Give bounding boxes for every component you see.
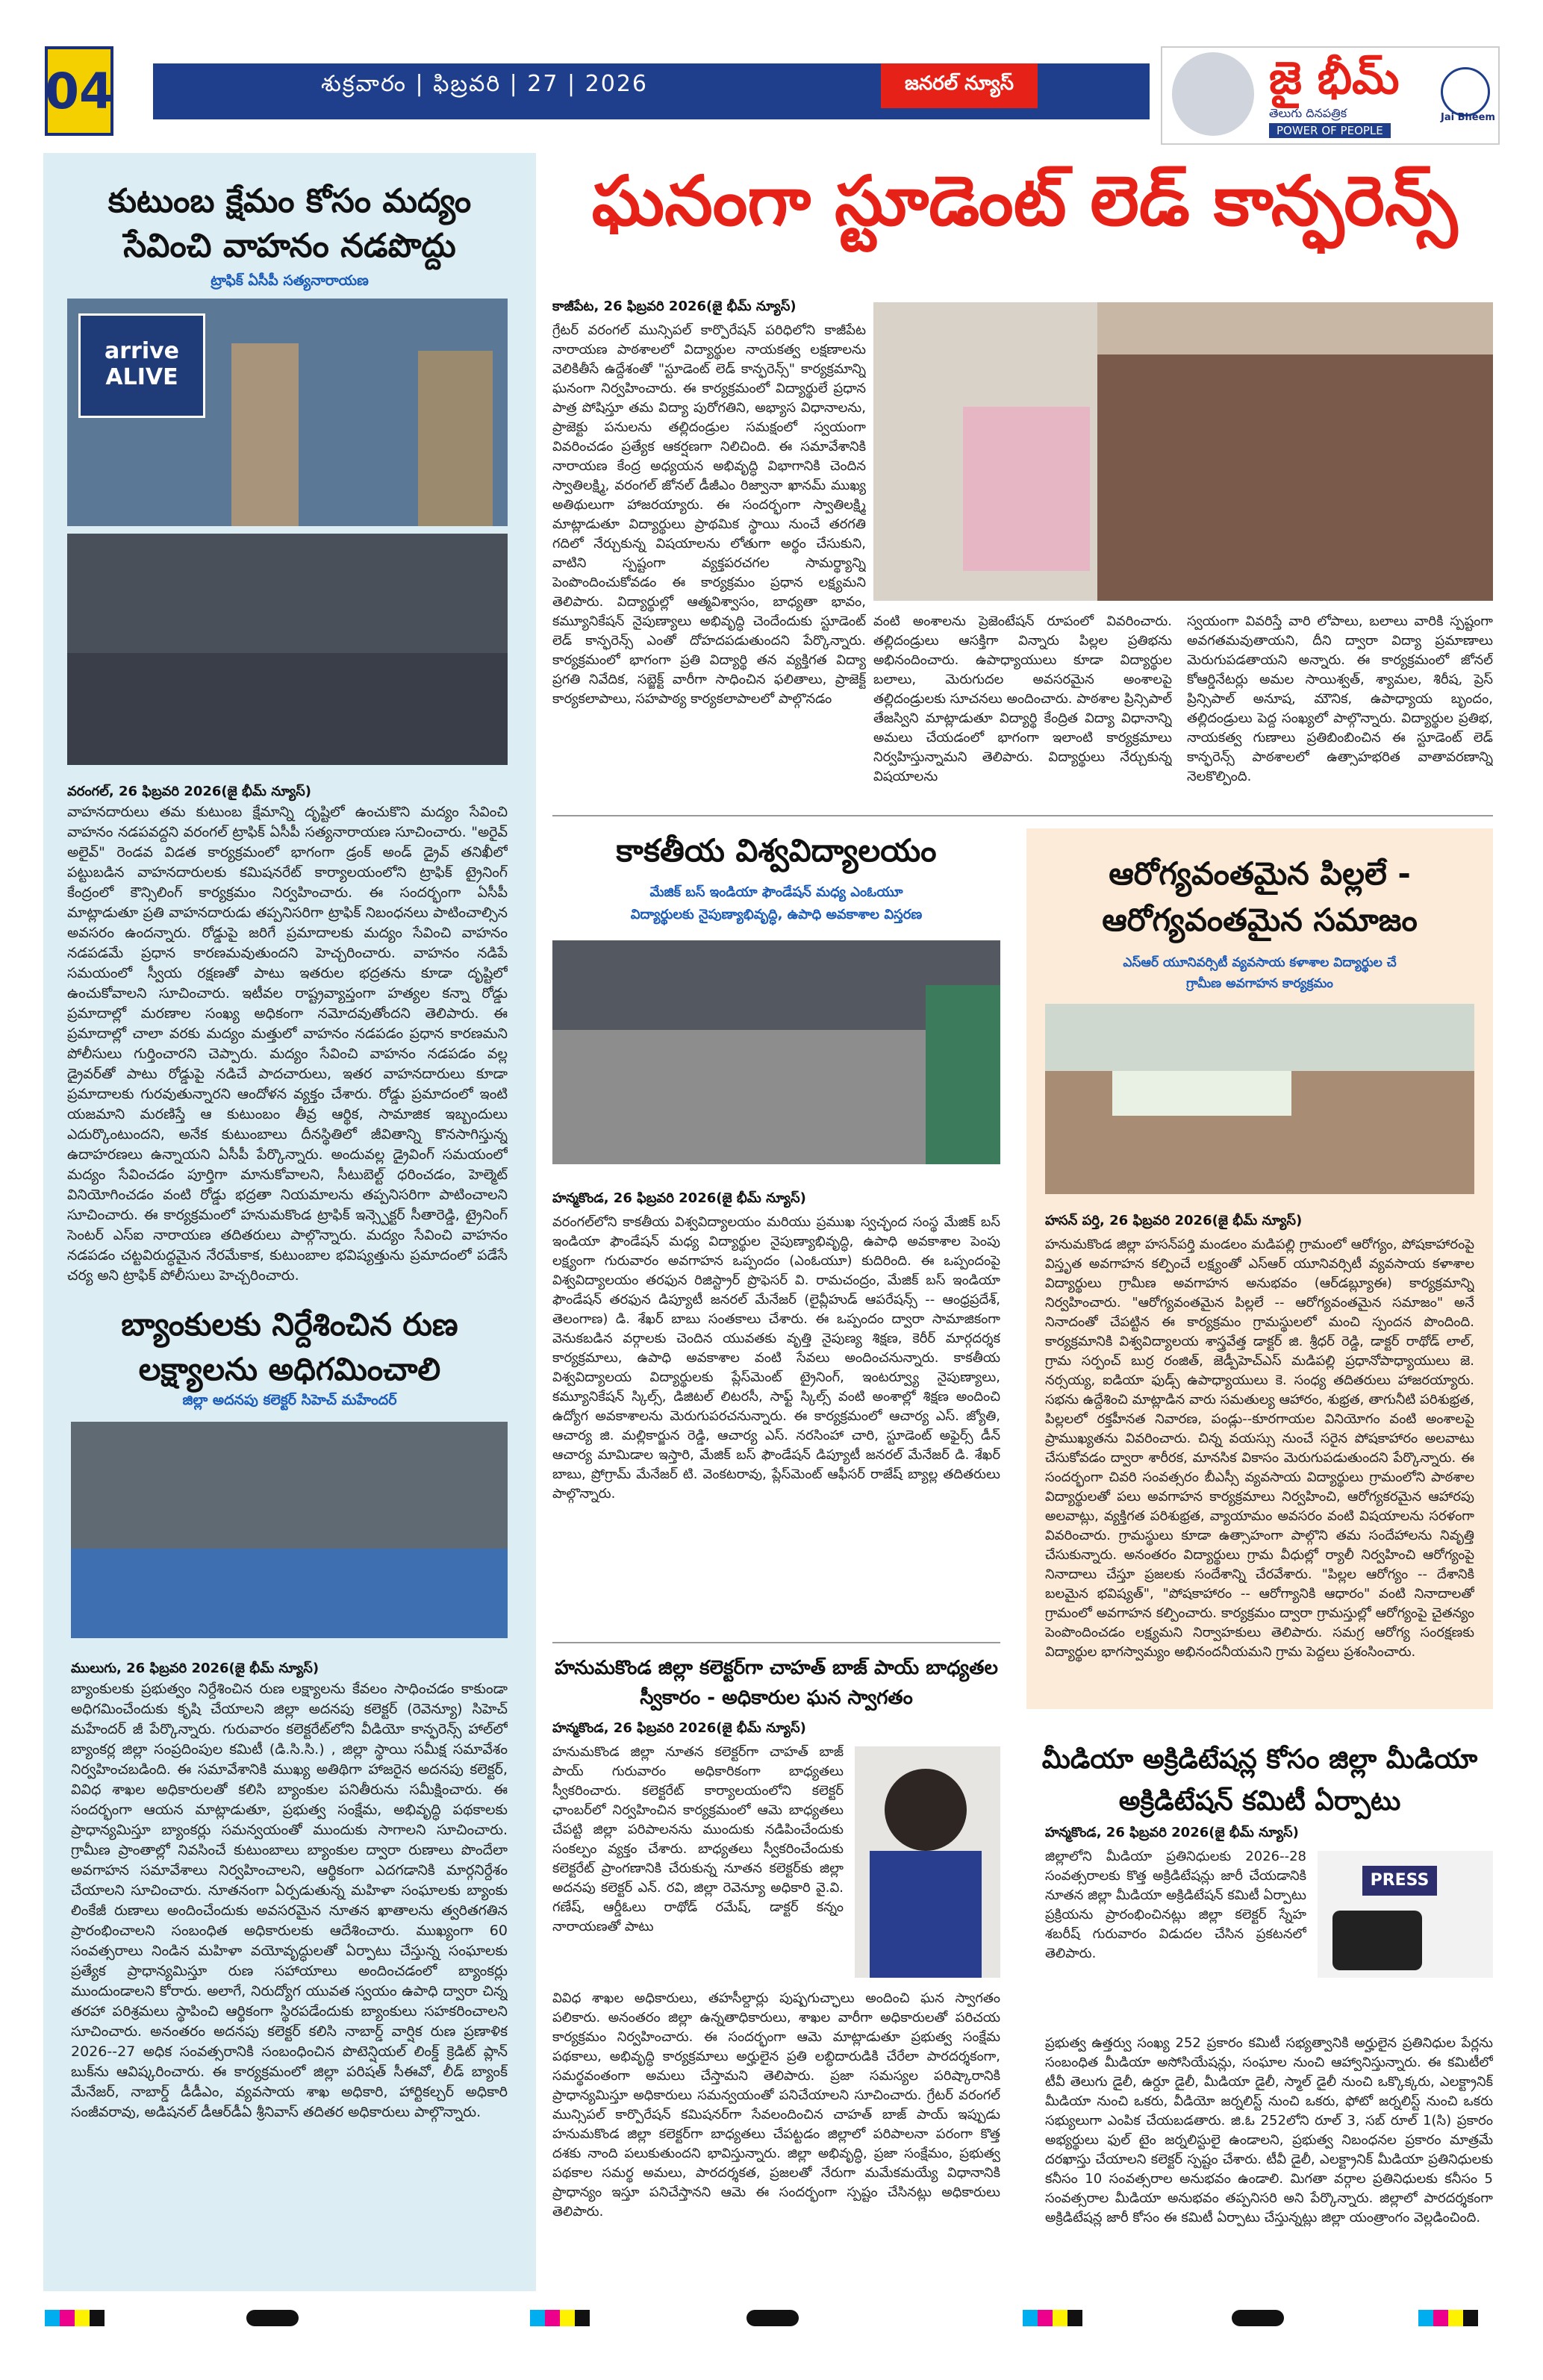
right-headline-2: మీడియా అక్రిడిటేషన్ల కోసం జిల్లా మీడియా అక్రిడిటేషన్ కమిటీ ఏర్పాటు <box>1041 1744 1478 1817</box>
collector-photo <box>855 1746 1000 1978</box>
right-byline-1a: ఎస్ఆర్ యూనివర్సిటీ వ్యవసాయ కళాశాల విద్యార్థుల చే <box>1123 955 1397 970</box>
main-body-col3: స్వయంగా వివరిస్తే వారి లోపాలు, బలాలు వారికి స్పష్టంగా అవగతమవుతాయని, దీని ద్వారా విద్యా ప్రమాణాలు మెరుగుపడతాయని అన్నారు. ఈ కార్యక్రమంలో జోనల్ కోఆర్డినేటర్లు అమల సాయిశ్వత్, శ్యామల, శిరీష, ప్రెస్ ప్రిన్సిపాల్ అనూష, మౌనిక, ఉపాధ్యాయ బృందం, తల్లిదండ్రులు పెద్ద సంఖ్యలో పాల్గొన్నారు. విద్యార్థుల ప్రతిభ, నాయకత్వ గుణాలు ప్రతిబింబించిన ఈ స్టూడెంట్ లెడ్ కాన్ఫరెన్స్ పాఠశాలలో ఉత్సాహభరిత వాతావరణాన్ని నెలకొల్పింది. <box>1187 613 1493 784</box>
officer-figure <box>418 351 493 526</box>
middle-headline-2: హనుమకొండ జిల్లా కలెక్టర్‌గా చాహత్ బాజ్ పాయ్ బాధ్యతల స్వీకారం - అధికారుల ఘన స్వాగతం <box>555 1657 998 1709</box>
right-dateline-1: హసన్ పర్తి, 26 ఫిబ్రవరి 2026(జై భీమ్ న్యూస్) <box>1045 1213 1303 1228</box>
middle-body-1: వరంగల్‌లోని కాకతీయ విశ్వవిద్యాలయం మరియు ప్రముఖ స్వచ్ఛంద సంస్థ మేజిక్ బస్ ఇండియా ఫౌండేషన్ మధ్య విద్యార్థుల నైపుణ్యాభివృద్ధి, ఉపాధి అవకాశాల పెంపు లక్ష్యంగా గురువారం అవగాహన ఒప్పందం (ఎంఓయూ) కుదిరింది. ఈ ఒప్పందంపై విశ్వవిద్యాలయం తరఫున రిజిస్ట్రార్ ప్రొఫెసర్ వి. రామచంద్రం, మేజిక్ బస్ ఇండియా ఫౌండేషన్ తరఫున డిప్యూటీ జనరల్ మేనేజర్ (లైవ్లీహుడ్ ఆపరేషన్స్ -- ఆంధ్రప్రదేశ్, తెలంగాణ) డి. శేఖర్ బాబు సంతకాలు చేశారు. ఈ ఒప్పందం ద్వారా సామాజికంగా వెనుకబడిన వర్గాలకు చెందిన యువతకు వృత్తి నైపుణ్య శిక్షణ, కెరీర్ మార్గదర్శక కార్యక్రమాలు, ఉపాధి అవకాశాల వంటి సేవలు అందించనున్నారు. కాకతీయ విశ్వవిద్యాలయ విద్యార్థులకు ప్లేస్‌మెంట్ ట్రైనింగ్, ఇంటర్వ్యూ నైపుణ్యాలు, కమ్యూనికేషన్ స్కిల్స్, డిజిటల్ లిటరసీ, సాఫ్ట్ స్కిల్స్ వంటి అంశాల్లో శిక్షణ అందించి ఉద్యోగ అవకాశాలను మెరుగుపరచనున్నారు. ఈ కార్యక్రమంలో ఆచార్య ఎస్. జ్యోతి, ఆచార్య జి. మల్లికార్జున రెడ్డి, ఆచార్య ఎస్. నరసింహా చారి, స్టూడెంట్ అఫైర్స్ డీన్ ఆచార్య మామిడాల ఇస్తారి, మేజిక్ బస్ ఫౌండేషన్ డిప్యూటీ జనరల్ మేనేజర్ డి. శేఖర్ బాబు, ప్రోగ్రామ్ మేనేజర్ టి. వెంకటరావు, ప్లేస్‌మెంట్ ఆఫీసర్ రాజేష్ బ్యాల్ల తదితరులు పాల్గొన్నారు. <box>552 1214 1000 1502</box>
right-dateline-2: హన్మకొండ, 26 ఫిబ్రవరి 2026(జై భీమ్ న్యూస్) <box>1045 1825 1299 1840</box>
bank-meeting-photo <box>71 1422 508 1638</box>
rally-photo <box>1045 1004 1474 1194</box>
traffic-awareness-photo <box>67 299 508 526</box>
emblem-icon <box>1441 67 1490 116</box>
right-body-2-top: జిల్లాలోని మీడియా ప్రతినిధులకు 2026--28 సంవత్సరాలకు కొత్త అక్రిడిటేషన్లు జారీ చేయడానికి నూతన జిల్లా మీడియా అక్రిడిటేషన్ కమిటీ ఏర్పాటు ప్రక్రియను ప్రారంభించినట్లు జిల్లా కలెక్టర్ స్నేహ శబరీష్ గురువారం విడుదల చేసిన ప్రకటనలో తెలిపారు. <box>1045 1849 1306 1961</box>
officer-figure <box>231 343 299 526</box>
main-headline: ఘనంగా స్టూడెంట్ లెడ్ కాన్ఫరెన్స్ <box>591 161 1458 241</box>
left-dateline-1: వరంగల్, 26 ఫిబ్రవరి 2026(జై భీమ్ న్యూస్) <box>67 784 312 799</box>
middle-byline-1b: విద్యార్థులకు నైపుణ్యాభివృద్ధి, ఉపాధి అవకాశాల విస్తరణ <box>630 907 923 922</box>
audience-photo <box>67 534 508 765</box>
brand-power: POWER OF PEOPLE <box>1269 123 1391 138</box>
photo-banner: arrive ALIVE <box>78 313 205 418</box>
press-camera-photo <box>1318 1851 1493 1978</box>
section-label: జనరల్ న్యూస్ <box>881 63 1038 108</box>
middle-body-2: వివిధ శాఖల అధికారులు, తహసీల్దార్లు పుష్పగుచ్ఛాలు అందించి ఘన స్వాగతం పలికారు. అనంతరం జిల్లా ఉన్నతాధికారులు, శాఖల వారీగా అధికారులతో పరిచయ కార్యక్రమం నిర్వహించారు. ఈ సందర్భంగా ఆమె మాట్లాడుతూ ప్రభుత్వ సంక్షేమ పథకాలు, అభివృద్ధి కార్యక్రమాలు అర్హులైన ప్రతి లబ్ధిదారుడికి చేరేలా పారదర్శకంగా, సమర్థవంతంగా అమలు చేస్తామని తెలిపారు. ప్రజా సమస్యల పరిష్కారానికి ప్రాధాన్యమిస్తూ అధికారులు సమన్వయంతో పనిచేయాలని సూచించారు. గ్రేటర్ వరంగల్ మున్సిపల్ కార్పొరేషన్ కమిషనర్‌గా సేవలందించిన చాహత్ బాజ్ పాయ్ ఇప్పుడు హనుమకొండ జిల్లా కలెక్టర్‌గా బాధ్యతలు చేపట్టడం జిల్లాలో పరిపాలనా పరంగా కొత్త దశకు నాంది పలుకుతుందని భావిస్తున్నారు. జిల్లా అభివృద్ధి, ప్రజా సంక్షేమం, ప్రభుత్వ పథకాల సమర్థ అమలు, పారదర్శకత, ప్రజలతో నేరుగా మమేకమయ్యే విధానానికి ప్రాధాన్యం ఇస్తూ పనిచేస్తానని ఆమె ఈ సందర్భంగా స్పష్టం చేసినట్లు అధికారులు తెలిపారు. <box>552 1990 1000 2220</box>
portrait-photo <box>1172 52 1254 136</box>
student-conference-photo <box>873 302 1493 601</box>
left-byline-2: జిల్లా అదనపు కలెక్టర్ సిహెచ్ మహేందర్ <box>182 1392 397 1408</box>
middle-byline-1a: మేజిక్ బస్ ఇండియా ఫౌండేషన్ మధ్య ఎంఓయూ <box>649 884 903 900</box>
middle-body-2-top: హనుమకొండ జిల్లా నూతన కలెక్టర్‌గా చాహత్ బాజ్ పాయ్ గురువారం అధికారికంగా బాధ్యతలు స్వీకరించారు. కలెక్టరేట్ కార్యాలయంలోని కలెక్టర్ ఛాంబర్‌లో నిర్వహించిన కార్యక్రమంలో ఆమె బాధ్యతలు చేపట్టి జిల్లా పరిపాలనను ముందుకు నడిపించేందుకు సంకల్పం వ్యక్తం చేశారు. బాధ్యతలు స్వీకరించేందుకు కలెక్టరేట్ ప్రాంగణానికి చేరుకున్న నూతన కలెక్టర్‌కు జిల్లా అదనపు కలెక్టర్ ఎన్. రవి, జిల్లా రెవెన్యూ అధికారి వై.వి. గణేష్, ఆర్డీఓలు రాథోడ్ రమేష్, డాక్టర్ కన్నం నారాయణతో పాటు <box>552 1744 844 1934</box>
print-registration-strip <box>0 2310 1543 2336</box>
press-badge: PRESS <box>1362 1866 1437 1896</box>
left-byline-1: ట్రాఫిక్ ఏసీపీ సత్యనారాయణ <box>211 272 369 289</box>
middle-dateline-1: హన్మకొండ, 26 ఫిబ్రవరి 2026(జై భీమ్ న్యూస్) <box>552 1190 806 1206</box>
right-headline-1: ఆరోగ్యవంతమైన పిల్లలే - ఆరోగ్యవంతమైన సమాజం <box>1102 855 1418 938</box>
header-date: శుక్రవారం | ఫిబ్రవరి | 27 | 2026 <box>321 71 648 97</box>
main-dateline: కాజీపేట, 26 ఫిబ్రవరి 2026(జై భీమ్ న్యూస్) <box>552 299 797 314</box>
left-dateline-2: ములుగు, 26 ఫిబ్రవరి 2026(జై భీమ్ న్యూస్) <box>71 1661 319 1676</box>
divider <box>552 815 1493 816</box>
right-body-1: హనుమకొండ జిల్లా హసన్‌పర్తి మండలం మడిపల్లి గ్రామంలో ఆరోగ్యం, పోషకాహారంపై విస్తృత అవగాహన కల్పించే లక్ష్యంతో ఎస్ఆర్ యూనివర్సిటీ వ్యవసాయ కళాశాల విద్యార్థులు గ్రామీణ అవగాహన అనుభవం (ఆర్‌డబ్ల్యూఈ) కార్యక్రమాన్ని నిర్వహించారు. "ఆరోగ్యవంతమైన పిల్లలే -- ఆరోగ్యవంతమైన సమాజం" అనే నినాదంతో చేపట్టిన ఈ కార్యక్రమం గ్రామస్థులలో మంచి స్పందన పొందింది. కార్యక్రమానికి విశ్వవిద్యాలయ శాస్త్రవేత్త డాక్టర్ జి. శ్రీధర్ రెడ్డి, డాక్టర్ రాథోడ్ లాల్, గ్రామ సర్పంచ్ బుర్ర రంజిత్, జెడ్పీహెచ్ఎస్ మడిపల్లి ప్రధానోపాధ్యాయులు జె. నర్సయ్య, ఐడియా ఫుడ్స్ ఉపాధ్యాయులు కె. సంధ్య తదితరులు హాజరయ్యారు. సభను ఉద్దేశించి మాట్లాడిన వారు సమతుల్య ఆహారం, శుభ్రత, తాగునీటి పరిశుభ్రత, పిల్లలలో రక్తహీనత నివారణ, పండ్లు--కూరగాయల వినియోగం వంటి అంశాలపై ప్రాముఖ్యతను వివరించారు. చిన్న వయస్సు నుంచే సరైన పోషకాహారం అలవాటు చేసుకోవడం ద్వారా శారీరక, మానసిక వికాసం మెరుగుపడుతుందని పేర్కొన్నారు. ఈ సందర్భంగా చివరి సంవత్సరం బీఎస్సీ వ్యవసాయ విద్యార్థులు గ్రామంలోని పాఠశాల విద్యార్థులతో పలు అవగాహన కార్యక్రమాలు నిర్వహించి, ఆరోగ్యకరమైన ఆహారపు అలవాట్లు, వ్యక్తిగత పరిశుభ్రత, వ్యాయామం అవసరం వంటి విషయాలను సరళంగా వివరించారు. గ్రామస్థులు కూడా ఉత్సాహంగా పాల్గొని తమ సందేహాలను నివృత్తి చేసుకున్నారు. అనంతరం విద్యార్థులు గ్రామ వీధుల్లో ర్యాలీ నిర్వహించి ఆరోగ్యంపై నినాదాలు చేస్తూ ప్రజలకు సందేశాన్ని చేరవేశారు. "పిల్లల ఆరోగ్యం -- దేశానికి బలమైన భవిష్యత్", "పోషకాహారం -- ఆరోగ్యానికి ఆధారం" వంటి నినాదాలతో గ్రామంలో అవగాహన కల్పించారు. కార్యక్రమం ద్వారా గ్రామస్తుల్లో ఆరోగ్యంపై చైతన్యం పెంపొందించడం లక్ష్యమని నిర్వాహకులు తెలిపారు. సమగ్ర ఆరోగ్య సంరక్షణకు విద్యార్థుల భాగస్వామ్యం అభినందనీయమని గ్రామ పెద్దలు ప్రశంసించారు. <box>1045 1237 1474 1660</box>
camera-icon <box>1332 1911 1422 1970</box>
right-body-2: ప్రభుత్వ ఉత్తర్వు సంఖ్య 252 ప్రకారం కమిటీ సభ్యత్వానికి అర్హులైన ప్రతినిధుల పేర్లను సంబంధిత మీడియా అసోసియేషన్లు, సంఘాల నుంచి ఆహ్వానిస్తున్నారు. ఈ కమిటీలో టీవీ తెలుగు డైలీ, ఉర్దూ డైలీ, మీడియా డైలీ, స్మాల్ డైలీ నుంచి ఒక్కొక్కరు, ఎలక్ట్రానిక్ మీడియా నుంచి ఒకరు, వీడియో జర్నలిస్ట్ నుంచి ఒకరు, ఫోటో జర్నలిస్ట్ నుంచి ఒకరు సభ్యులుగా ఎంపిక చేయబడతారు. జి.ఓ 252లోని రూల్ 3, సబ్ రూల్ 1(సి) ప్రకారం అభ్యర్థులు ఫుల్ టైం జర్నలిస్టులై ఉండాలని, ప్రభుత్వ నిబంధనల ప్రకారం మాత్రమే దరఖాస్తు చేయాలని కలెక్టర్ స్పష్టం చేశారు. టీవీ డైలీ, ఎలక్ట్రానిక్ మీడియా ప్రతినిధులకు కనీసం 10 సంవత్సరాల అనుభవం ఉండాలి. మిగతా వర్గాల ప్రతినిధులకు కనీసం 5 సంవత్సరాల మీడియా అనుభవం తప్పనిసరి అని పేర్కొన్నారు. జిల్లాలో పారదర్శకంగా అక్రిడిటేషన్ల జారీ కోసం ఈ కమిటీ ఏర్పాటు చేస్తున్నట్లు జిల్లా యంత్రాంగం వెల్లడించింది. <box>1045 2035 1493 2226</box>
right-byline-1b: గ్రామీణ అవగాహన కార్యక్రమం <box>1186 976 1333 991</box>
left-headline-2: బ్యాంకులకు నిర్దేశించిన రుణ లక్ష్యాలను అధిగమించాలి <box>121 1306 458 1387</box>
left-headline-1: కుటుంబ క్షేమం కోసం మద్యం సేవించి వాహనం నడపొద్దు <box>107 182 472 265</box>
middle-dateline-2: హన్మకొండ, 26 ఫిబ్రవరి 2026(జై భీమ్ న్యూస్) <box>552 1720 806 1736</box>
brand-tagline: తెలుగు దినపత్రిక <box>1269 106 1347 120</box>
mou-photo <box>552 940 1000 1164</box>
brand-logo: జై భీమ్ <box>1269 52 1400 104</box>
main-body-col2: వంటి అంశాలను ప్రెజెంటేషన్ రూపంలో వివరించారు. తల్లిదండ్రులు ఆసక్తిగా విన్నారు పిల్లల ప్రతిభను అభినందించారు. ఉపాధ్యాయులు కూడా విద్యార్థుల బలాలు, మెరుగుదల అవసరమైన అంశాలపై తల్లిదండ్రులకు సూచనలు అందించారు. పాఠశాల ప్రిన్సిపాల్ తేజస్విని మాట్లాడుతూ విద్యార్థి కేంద్రిత విద్యా విధానాన్ని అమలు చేయడంలో భాగంగా ఇలాంటి కార్యక్రమాలు నిర్వహిస్తున్నామని తెలిపారు. విద్యార్థులు నేర్చుకున్న విషయాలను <box>873 613 1172 784</box>
main-body-col1: గ్రేటర్ వరంగల్ మున్సిపల్ కార్పొరేషన్ పరిధిలోని కాజీపేట నారాయణ పాఠశాలలో విద్యార్థుల నాయకత్వ లక్షణాలను వెలికితీసే ఉద్దేశంతో "స్టూడెంట్ లెడ్ కాన్ఫరెన్స్" కార్యక్రమాన్ని ఘనంగా నిర్వహించారు. ఈ కార్యక్రమంలో విద్యార్థులే ప్రధాన పాత్ర పోషిస్తూ తమ విద్యా పురోగతిని, అభ్యాస విధానాలను, ప్రాజెక్టు పనులను తల్లిదండ్రుల సమక్షంలో స్వయంగా వివరించడం ప్రత్యేక ఆకర్షణగా నిలిచింది. ఈ సమావేశానికి నారాయణ కేంద్ర అధ్యయన అభివృద్ధి విభాగానికి చెందిన స్వాతిలక్ష్మి, వరంగల్ జోనల్ డీజీఎం రిజ్వానా ఖానమ్ ముఖ్య అతిథులుగా హాజరయ్యారు. ఈ సందర్భంగా స్వాతిలక్ష్మి మాట్లాడుతూ విద్యార్థులు ప్రాథమిక స్థాయి నుంచే తరగతి గదిలో నేర్చుకున్న విషయాలను లోతుగా అర్థం చేసుకుని, వాటిని స్పష్టంగా వ్యక్తపరచగల సామర్థ్యాన్ని పెంపొందించుకోవడం ఈ కార్యక్రమం ప్రధాన లక్ష్యమని తెలిపారు. విద్యార్థుల్లో ఆత్మవిశ్వాసం, బాధ్యతా భావం, కమ్యూనికేషన్ నైపుణ్యాలు అభివృద్ధి చెందేందుకు స్టూడెంట్ లెడ్ కాన్ఫరెన్స్ ఎంతో దోహదపడుతుందని పేర్కొన్నారు. కార్యక్రమంలో భాగంగా ప్రతి విద్యార్థి తన వ్యక్తిగత విద్యా ప్రగతి నివేదిక, సబ్జెక్ట్ వారీగా సాధించిన ఫలితాలు, ప్రాజెక్ట్ కార్యకలాపాలు, సహపాఠ్య కార్యకలాపాలలో పాల్గొనడం <box>552 322 866 707</box>
left-body-2: బ్యాంకులకు ప్రభుత్వం నిర్దేశించిన రుణ లక్ష్యాలను కేవలం సాధించడం కాకుండా అధిగమించేందుకు కృషి చేయాలని జిల్లా అదనపు కలెక్టర్ (రెవెన్యూ) సిహెచ్ మహేందర్ జీ పేర్కొన్నారు. గురువారం కలెక్టరేట్‌లోని వీడియో కాన్ఫరెన్స్ హాల్‌లో బ్యాంకర్ల జిల్లా సంప్రదింపుల కమిటీ (డి.సి.సి.) , జిల్లా స్థాయి సమీక్ష సమావేశం నిర్వహించబడింది. ఈ సమావేశానికి ముఖ్య అతిథిగా హాజరైన అదనపు కలెక్టర్, వివిధ శాఖల అధికారులతో కలిసి బ్యాంకుల పనితీరును సమీక్షించారు. ఈ సందర్భంగా ఆయన మాట్లాడుతూ, ప్రభుత్వ సంక్షేమ, అభివృద్ధి పథకాలకు ప్రాధాన్యమిస్తూ బ్యాంకర్లు సమన్వయంతో ముందుకు సాగాలని సూచించారు. గ్రామీణ ప్రాంతాల్లో నివసించే కుటుంబాలు బ్యాంకుల ద్వారా రుణాలు పొందేలా అవగాహన సమావేశాలు నిర్వహించాలని, ఆర్థికంగా ఎదగడానికి మార్గనిర్దేశం చేయాలని సూచించారు. నూతనంగా ఏర్పడుతున్న మహిళా సంఘాలకు బ్యాంకు లింకేజీ రుణాలు అందించేందుకు అవసరమైన నూతన ఖాతాలను త్వరితగతిన ప్రారంభించాలని సంబంధిత అధికారులకు ఆదేశించారు. ముఖ్యంగా 60 సంవత్సరాలు నిండిన మహిళా వయోవృద్ధులతో ఏర్పాటు చేస్తున్న సంఘాలకు ప్రత్యేక ప్రాధాన్యమిస్తూ రుణ సహాయాలు అందించడంలో బ్యాంకర్లు ముందుండాలని కోరారు. అలాగే, నిరుద్యోగ యువత స్వయం ఉపాధి ద్వారా చిన్న తరహా పరిశ్రమలు స్థాపించి ఆర్థికంగా స్థిరపడేందుకు బ్యాంకులు సహకరించాలని సూచించారు. అనంతరం అదనపు కలెక్టర్ కలిసి నాబార్డ్ వార్షిక రుణ ప్రణాళిక 2026--27 అధిక సంవత్సరానికి సంబంధించిన పొటెన్షియల్ లింక్డ్ క్రెడిట్ ప్లాన్ బుక్‌ను ఆవిష్కరించారు. ఈ కార్యక్రమంలో జిల్లా పరిషత్ సీఈవో, లీడ్ బ్యాంక్ మేనేజర్, నాబార్డ్ డీడీఎం, వ్యవసాయ శాఖ అధికారి, హార్టికల్చర్ అధికారి సంజీవరావు, అడిషనల్ డీఆర్‌డీఏ శ్రీనివాస్ తదితర అధికారులు పాల్గొన్నారు. <box>71 1681 508 2120</box>
middle-headline-1: కాకతీయ విశ్వవిద్యాలయం <box>616 832 937 869</box>
page-number: 04 <box>45 46 113 136</box>
left-body-1: వాహనదారులు తమ కుటుంబ క్షేమాన్ని దృష్టిలో ఉంచుకొని మద్యం సేవించి వాహనం నడపవద్దని వరంగల్ ట్రాఫిక్ ఏసీపీ సత్యనారాయణ సూచించారు. "అరైవ్ అలైవ్" రెండవ విడత కార్యక్రమంలో భాగంగా డ్రంక్ అండ్ డ్రైవ్ తనిఖీలో పట్టుబడిన వాహనదారులకు కమిషనరేట్ కార్యాలయంలోని ట్రాఫిక్ ట్రైనింగ్ కేంద్రంలో కౌన్సిలింగ్ కార్యక్రమం నిర్వహించారు. ఈ సందర్భంగా ఏసీపీ మాట్లాడుతూ ప్రతి వాహనదారుడు తప్పనిసరిగా ట్రాఫిక్ నిబంధనలు పాటించాల్సిన అవసరం ఉందన్నారు. రోడ్డుపై జరిగే ప్రమాదాలకు మద్యం సేవించి వాహనం నడపడమే ప్రధాన కారణమవుతుందని హెచ్చరించారు. వాహనం నడిపే సమయంలో స్వీయ రక్షణతో పాటు ఇతరుల భద్రతను కూడా దృష్టిలో ఉంచుకోవాలని సూచించారు. ఇటీవల రాష్ట్రవ్యాప్తంగా హత్యల కన్నా రోడ్డు ప్రమాదాల్లో మరణాల సంఖ్య అధికంగా నమోదవుతోందని తెలిపారు. ఈ ప్రమాదాల్లో చాలా వరకు మద్యం మత్తులో వాహనం నడపడం ప్రధాన కారణమని పోలీసులు గుర్తించారని చెప్పారు. మద్యం సేవించి వాహనం నడపడం వల్ల డ్రైవర్‌తో పాటు రోడ్డుపై నడిచే పాదచారులు, ఇతర వాహనదారులు కూడా ప్రమాదాలకు గురవుతున్నారని ఆందోళన వ్యక్తం చేశారు. రోడ్డు ప్రమాదంలో ఇంటి యజమాని మరణిస్తే ఆ కుటుంబం తీవ్ర ఆర్థిక, సామాజిక ఇబ్బందులు ఎదుర్కొంటుందని, అనేక కుటుంబాలు దీనస్థితిలో జీవితాన్ని కొనసాగిస్తున్న ఉదాహరణలు ఉన్నాయని ఏసీపీ పేర్కొన్నారు. అందువల్ల డ్రైవింగ్ సమయంలో మద్యం సేవించడం పూర్తిగా మానుకోవాలని, సీటుబెల్ట్ ధరించడం, హెల్మెట్ వినియోగించడం వంటి రోడ్డు భద్రతా నియమాలను తప్పనిసరిగా పాటించాలని సూచించారు. ఈ కార్యక్రమంలో హనుమకొండ ట్రాఫిక్ ఇన్స్పెక్టర్ సీతారెడ్డి, ట్రైనింగ్ సెంటర్ ఎస్ఐ నారాయణ తదితరులు పాల్గొన్నారు. మద్యం సేవించి వాహనం నడపడం చట్టవిరుద్ధమైన నేరమేకాక, కుటుంబాల భవిష్యత్తును ప్రమాదంలో పడేసే చర్య అని ట్రాఫిక్ పోలీసులు హెచ్చరించారు. <box>67 804 508 1284</box>
brand-small: Jai Bheem <box>1441 112 1495 123</box>
divider <box>552 1642 1000 1643</box>
